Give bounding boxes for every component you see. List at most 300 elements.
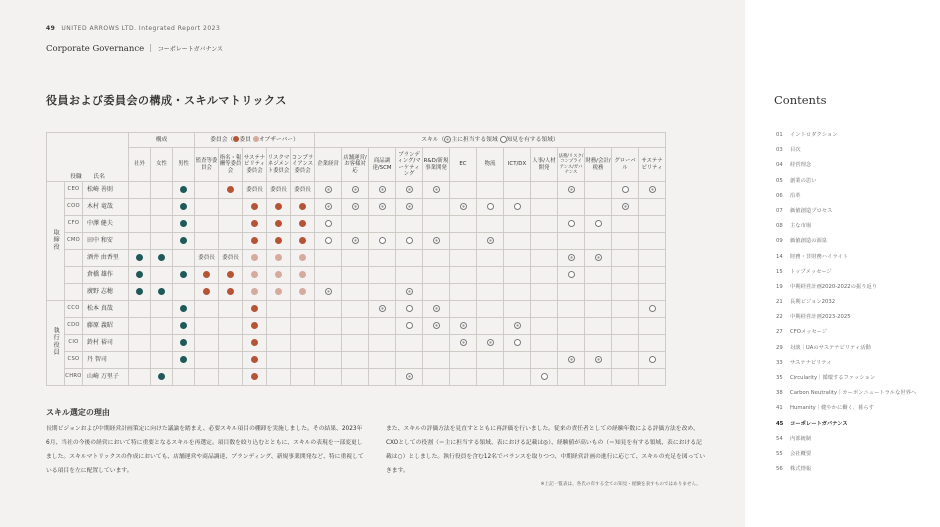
composition-dot (136, 288, 143, 295)
skill-knowledge-symbol (649, 356, 656, 363)
matrix-row (47, 352, 666, 369)
contents-item-label: Humanity｜健やかに働く、暮らす (790, 405, 874, 412)
skill-cell (531, 284, 558, 301)
skill-cell (639, 352, 666, 369)
committee-cell (243, 335, 267, 352)
skill-cell (504, 233, 531, 250)
contents-item[interactable] (776, 206, 916, 221)
skill-cell (423, 284, 450, 301)
category-cell (47, 301, 65, 386)
composition-cell (173, 250, 195, 267)
composition-dot (180, 339, 187, 346)
committee-member-dot (299, 220, 306, 227)
skill-knowledge-symbol (622, 186, 629, 193)
committee-cell (291, 369, 315, 386)
name-cell: 山崎 万里子 (83, 369, 129, 386)
contents-item[interactable] (776, 434, 916, 449)
committee-member-dot (251, 322, 258, 329)
committee-member-dot (275, 220, 282, 227)
skill-cell (585, 216, 612, 233)
composition-cell (173, 352, 195, 369)
name-column-label: 氏名 (93, 174, 105, 181)
skill-cell (369, 284, 396, 301)
skill-cell (423, 199, 450, 216)
group-committee: 委員会（ 委員 オブザーバー） (195, 133, 315, 148)
skill-cell (612, 318, 639, 335)
contents-item[interactable] (776, 358, 916, 373)
committee-cell (243, 369, 267, 386)
composition-cell (151, 250, 173, 267)
committee-cell (243, 301, 267, 318)
composition-cell (173, 335, 195, 352)
skill-col-0: 企業経営 (315, 148, 342, 182)
skill-cell (423, 352, 450, 369)
contents-item-label: 中期経営計画2023-2025 (790, 314, 851, 321)
skill-primary-symbol (379, 203, 386, 210)
skill-cell (585, 301, 612, 318)
role-cell: CEO (65, 182, 83, 199)
committee-cell (219, 318, 243, 335)
skill-cell (531, 335, 558, 352)
committee-cell (267, 284, 291, 301)
skill-cell (531, 199, 558, 216)
role-cell (65, 284, 83, 301)
contents-item-label: 財務・非財務ハイライト (790, 253, 849, 260)
contents-item-label: 対談｜UAのサステナビリティ活動 (790, 344, 871, 351)
skill-cell (639, 284, 666, 301)
skill-cell (558, 352, 585, 369)
role-cell: CCO (65, 301, 83, 318)
role-cell: CHRO (65, 369, 83, 386)
composition-cell (151, 301, 173, 318)
composition-col-2: 男性 (173, 148, 195, 182)
composition-dot (180, 322, 187, 329)
skill-cell (558, 216, 585, 233)
skill-cell (504, 267, 531, 284)
skill-knowledge-symbol (406, 305, 413, 312)
skill-cell (477, 352, 504, 369)
skill-col-10: 財務/会計/税務 (585, 148, 612, 182)
committee-cell (267, 335, 291, 352)
composition-dot (180, 305, 187, 312)
contents-item[interactable] (776, 252, 916, 267)
skill-cell (477, 284, 504, 301)
contents-item-number: 38 (776, 390, 783, 397)
composition-dot (158, 288, 165, 295)
skill-cell (612, 352, 639, 369)
matrix-column-header-row (47, 148, 666, 182)
committee-cell (195, 335, 219, 352)
skill-primary-symbol (568, 356, 575, 363)
composition-dot (136, 254, 143, 261)
skill-cell (639, 233, 666, 250)
matrix-row (47, 335, 666, 352)
skill-cell (315, 199, 342, 216)
composition-cell (151, 284, 173, 301)
skill-cell (504, 369, 531, 386)
skill-primary-symbol (325, 288, 332, 295)
skill-cell (342, 182, 369, 199)
matrix-row (47, 250, 666, 267)
contents-item-label: 目次 (790, 147, 801, 154)
composition-cell (151, 182, 173, 199)
role-cell (65, 267, 83, 284)
contents-item-number: 03 (776, 147, 783, 154)
role-cell: CDO (65, 318, 83, 335)
skill-cell (369, 369, 396, 386)
committee-cell (195, 267, 219, 284)
skill-cell (396, 182, 423, 199)
committee-chair-text: 委員長 (246, 186, 263, 193)
committee-observer-dot (251, 288, 258, 295)
committee-cell (195, 216, 219, 233)
composition-cell (129, 301, 151, 318)
committee-cell (267, 318, 291, 335)
committee-cell (219, 182, 243, 199)
contents-item[interactable] (776, 176, 916, 191)
composition-cell (151, 233, 173, 250)
committee-cell (219, 301, 243, 318)
skill-cell (612, 301, 639, 318)
skill-primary-symbol (460, 339, 467, 346)
skill-knowledge-symbol (325, 237, 332, 244)
skill-cell (585, 369, 612, 386)
skill-cell (342, 318, 369, 335)
name-cell: 木村 竜哉 (83, 199, 129, 216)
composition-cell (173, 369, 195, 386)
category-cell (47, 182, 65, 301)
contents-item[interactable] (776, 160, 916, 175)
committee-cell (267, 199, 291, 216)
contents-item-label: CFOメッセージ (790, 329, 828, 336)
skill-cell (342, 284, 369, 301)
category-label: 執行役員 (52, 327, 60, 357)
committee-cell (291, 318, 315, 335)
committee-cell (267, 369, 291, 386)
skill-cell (423, 301, 450, 318)
skill-label: スキル (421, 137, 439, 144)
committee-member-dot (251, 339, 258, 346)
contents-item[interactable] (776, 282, 916, 297)
composition-cell (129, 199, 151, 216)
contents-item-number: 15 (776, 268, 783, 275)
skill-cell (504, 301, 531, 318)
skill-primary-symbol (352, 186, 359, 193)
contents-item-number: 06 (776, 192, 783, 199)
composition-cell (129, 267, 151, 284)
committee-cell (267, 216, 291, 233)
skill-cell (450, 216, 477, 233)
skill-primary-symbol (460, 322, 467, 329)
skill-cell (558, 199, 585, 216)
contents-item-number: 09 (776, 238, 783, 245)
legend-knowledge-label: 知見を有する領域 (506, 137, 553, 144)
skill-primary-symbol (514, 322, 521, 329)
skill-cell (315, 182, 342, 199)
contents-item-number: 33 (776, 359, 783, 366)
skill-cell (639, 216, 666, 233)
contents-item[interactable] (776, 343, 916, 358)
name-cell: 丹 智司 (83, 352, 129, 369)
skill-knowledge-symbol (568, 220, 575, 227)
committee-cell (267, 233, 291, 250)
committee-cell (243, 250, 267, 267)
committee-cell (219, 250, 243, 267)
skill-cell (585, 233, 612, 250)
skill-cell (315, 233, 342, 250)
committee-cell (219, 369, 243, 386)
committee-col-3: リスクマネジメント委員会 (267, 148, 291, 182)
group-skill: スキル（ 主に担当する領域 知見を有する領域） (315, 133, 666, 148)
contents-item-label: Carbon Neutrality｜カーボンニュートラルな世界へ (790, 390, 917, 397)
contents-item[interactable] (776, 221, 916, 236)
skill-cell (585, 199, 612, 216)
group-composition: 構成 (129, 133, 195, 148)
committee-cell (291, 199, 315, 216)
skill-primary-symbol (649, 186, 656, 193)
skill-cell (342, 301, 369, 318)
contents-item-number: 56 (776, 466, 783, 473)
committee-observer-dot (251, 271, 258, 278)
skill-primary-symbol (568, 186, 575, 193)
skill-knowledge-symbol (514, 339, 521, 346)
contents-item-number: 27 (776, 329, 783, 336)
skill-cell (558, 301, 585, 318)
skill-cell (504, 216, 531, 233)
role-cell: CIO (65, 335, 83, 352)
committee-cell (267, 267, 291, 284)
skill-cell (612, 233, 639, 250)
skill-cell (369, 352, 396, 369)
composition-cell (173, 301, 195, 318)
skill-cell (558, 250, 585, 267)
skill-cell (585, 352, 612, 369)
committee-cell (219, 352, 243, 369)
skill-cell (504, 335, 531, 352)
committee-cell (267, 182, 291, 199)
skill-cell (315, 284, 342, 301)
contents-item-label: 株式情報 (790, 466, 812, 473)
skill-primary-symbol (460, 203, 467, 210)
skill-cell (450, 267, 477, 284)
committee-cell (291, 233, 315, 250)
contents-item-label: 中期経営計画2020-2022の振り返り (790, 283, 878, 290)
skill-cell (342, 233, 369, 250)
committee-cell (291, 335, 315, 352)
committee-member-dot (251, 373, 258, 380)
composition-cell (151, 267, 173, 284)
contents-item-label: 会社概要 (790, 450, 812, 457)
contents-item[interactable] (776, 449, 916, 464)
skill-knowledge-symbol (649, 305, 656, 312)
contents-item-number: 19 (776, 283, 783, 290)
name-cell: 酒井 由香里 (83, 250, 129, 267)
skill-cell (423, 182, 450, 199)
contents-item-label: サステナビリティ (790, 359, 832, 366)
skill-cell (639, 250, 666, 267)
skill-cell (558, 318, 585, 335)
committee-chair-text: 委員長 (270, 186, 287, 193)
skill-cell (612, 216, 639, 233)
committee-member-dot (299, 203, 306, 210)
skill-col-9: 法務/リスク/コンプライアンス/ガバナンス (558, 148, 585, 182)
skill-primary-symbol (622, 203, 629, 210)
committee-cell (219, 199, 243, 216)
skill-cell (396, 233, 423, 250)
committee-cell (243, 284, 267, 301)
committee-member-dot (203, 271, 210, 278)
skill-cell (558, 182, 585, 199)
skill-cell (585, 182, 612, 199)
skill-col-3: ブランディング/マーケティング (396, 148, 423, 182)
contents-item[interactable] (776, 297, 916, 312)
contents-item[interactable] (776, 403, 916, 418)
skill-cell (396, 250, 423, 267)
composition-cell (129, 250, 151, 267)
skill-cell (531, 216, 558, 233)
committee-cell (195, 182, 219, 199)
committee-observer-dot (299, 271, 306, 278)
skill-primary-symbol (325, 186, 332, 193)
skill-cell (450, 250, 477, 267)
committee-chair-text: 委員長 (222, 254, 239, 261)
committee-col-0: 監査等委員会 (195, 148, 219, 182)
skill-cell (423, 335, 450, 352)
committee-observer-dot (275, 254, 282, 261)
skill-cell (396, 267, 423, 284)
name-cell: 鈴村 裕司 (83, 335, 129, 352)
legend-observer-label: オブザーバー (258, 137, 294, 144)
skill-cell (477, 199, 504, 216)
contents-item-label: 価値創造の源泉 (790, 238, 828, 245)
skill-cell (531, 369, 558, 386)
contents-item[interactable] (776, 419, 916, 434)
skill-cell (531, 301, 558, 318)
skill-cell (531, 318, 558, 335)
skill-col-7: ICT/DX (504, 148, 531, 182)
committee-chair-text: 委員長 (198, 254, 215, 261)
role-cell (65, 250, 83, 267)
composition-dot (180, 186, 187, 193)
skill-cell (450, 199, 477, 216)
skill-cell (369, 301, 396, 318)
committee-member-dot (299, 237, 306, 244)
role-cell: CMO (65, 233, 83, 250)
company-report-name: UNITED ARROWS LTD. Integrated Report 2023 (61, 25, 221, 32)
skill-cell (531, 182, 558, 199)
skill-cell (315, 301, 342, 318)
skill-primary-symbol (433, 237, 440, 244)
contents-item[interactable] (776, 327, 916, 342)
composition-cell (173, 199, 195, 216)
skill-col-2: 商品調達/SCM (369, 148, 396, 182)
composition-cell (173, 318, 195, 335)
committee-cell (243, 233, 267, 250)
skill-cell (585, 335, 612, 352)
skill-cell (639, 301, 666, 318)
legend-knowledge-symbol (500, 136, 507, 143)
composition-dot (158, 254, 165, 261)
matrix-row (47, 301, 666, 318)
contents-item[interactable] (776, 236, 916, 251)
contents-item[interactable] (776, 191, 916, 206)
committee-cell (219, 335, 243, 352)
skill-cell (450, 233, 477, 250)
committee-cell (291, 250, 315, 267)
skill-primary-symbol (595, 254, 602, 261)
category-label: 取締役 (52, 228, 60, 251)
contents-item-number: 22 (776, 314, 783, 321)
contents-item-number: 29 (776, 344, 783, 351)
legend-member-label: 委員 (239, 137, 251, 144)
skill-cell (369, 233, 396, 250)
contents-item-label: 主な市場 (790, 223, 812, 230)
committee-member-dot (251, 220, 258, 227)
composition-cell (151, 199, 173, 216)
committee-cell (219, 267, 243, 284)
skill-knowledge-symbol (406, 237, 413, 244)
skill-cell (477, 369, 504, 386)
committee-cell (195, 233, 219, 250)
contents-item[interactable] (776, 267, 916, 282)
role-column-label: 役職 (70, 174, 82, 181)
skill-cell (342, 216, 369, 233)
skill-cell (639, 369, 666, 386)
skill-primary-symbol (406, 186, 413, 193)
committee-col-4: コンプライアンス委員会 (291, 148, 315, 182)
skill-primary-symbol (406, 288, 413, 295)
contents-item[interactable] (776, 464, 916, 479)
committee-observer-dot (299, 288, 306, 295)
committee-cell (291, 182, 315, 199)
composition-cell (151, 352, 173, 369)
contents-item[interactable] (776, 145, 916, 160)
skill-cell (315, 267, 342, 284)
contents-item[interactable] (776, 312, 916, 327)
skill-cell (639, 267, 666, 284)
skill-cell (504, 199, 531, 216)
skill-col-8: 人事/人材開発 (531, 148, 558, 182)
contents-item[interactable] (776, 373, 916, 388)
skill-cell (612, 182, 639, 199)
skill-col-1: 店舗運営/お客様対応 (342, 148, 369, 182)
skill-primary-symbol (352, 203, 359, 210)
skill-cell (342, 267, 369, 284)
composition-cell (129, 369, 151, 386)
skill-cell (423, 216, 450, 233)
contents-item[interactable] (776, 388, 916, 403)
committee-cell (195, 318, 219, 335)
skill-cell (477, 318, 504, 335)
contents-item-number: 54 (776, 435, 783, 442)
skill-cell (477, 301, 504, 318)
matrix-row (47, 284, 666, 301)
name-cell: 倉橋 雄作 (83, 267, 129, 284)
skill-cell (315, 335, 342, 352)
contents-item[interactable] (776, 130, 916, 145)
composition-cell (129, 182, 151, 199)
reason-paragraph-1: 長期ビジョンおよび中期経営計画策定に向けた議論を踏まえ、必要スキル項目の棚卸を実施しました。その結果、2023年6月、当社の今後の経営において特に重要となるスキルを再選定。項目数を絞り込むとともに、スキルの表現を一部変更しました。スキルマトリックスの作成においても、店舗運営や商品調達、ブランディング、新規事業開発など、特に重視している項目を左に配置しています。 (46, 426, 364, 474)
skill-knowledge-symbol (595, 220, 602, 227)
contents-item-label: Circularity｜循環するファッション (790, 375, 876, 381)
skill-cell (504, 352, 531, 369)
skill-cell (585, 284, 612, 301)
committee-member-dot (275, 203, 282, 210)
committee-observer-dot (275, 271, 282, 278)
composition-cell (151, 369, 173, 386)
committee-cell (195, 352, 219, 369)
skill-matrix-table (46, 132, 666, 386)
